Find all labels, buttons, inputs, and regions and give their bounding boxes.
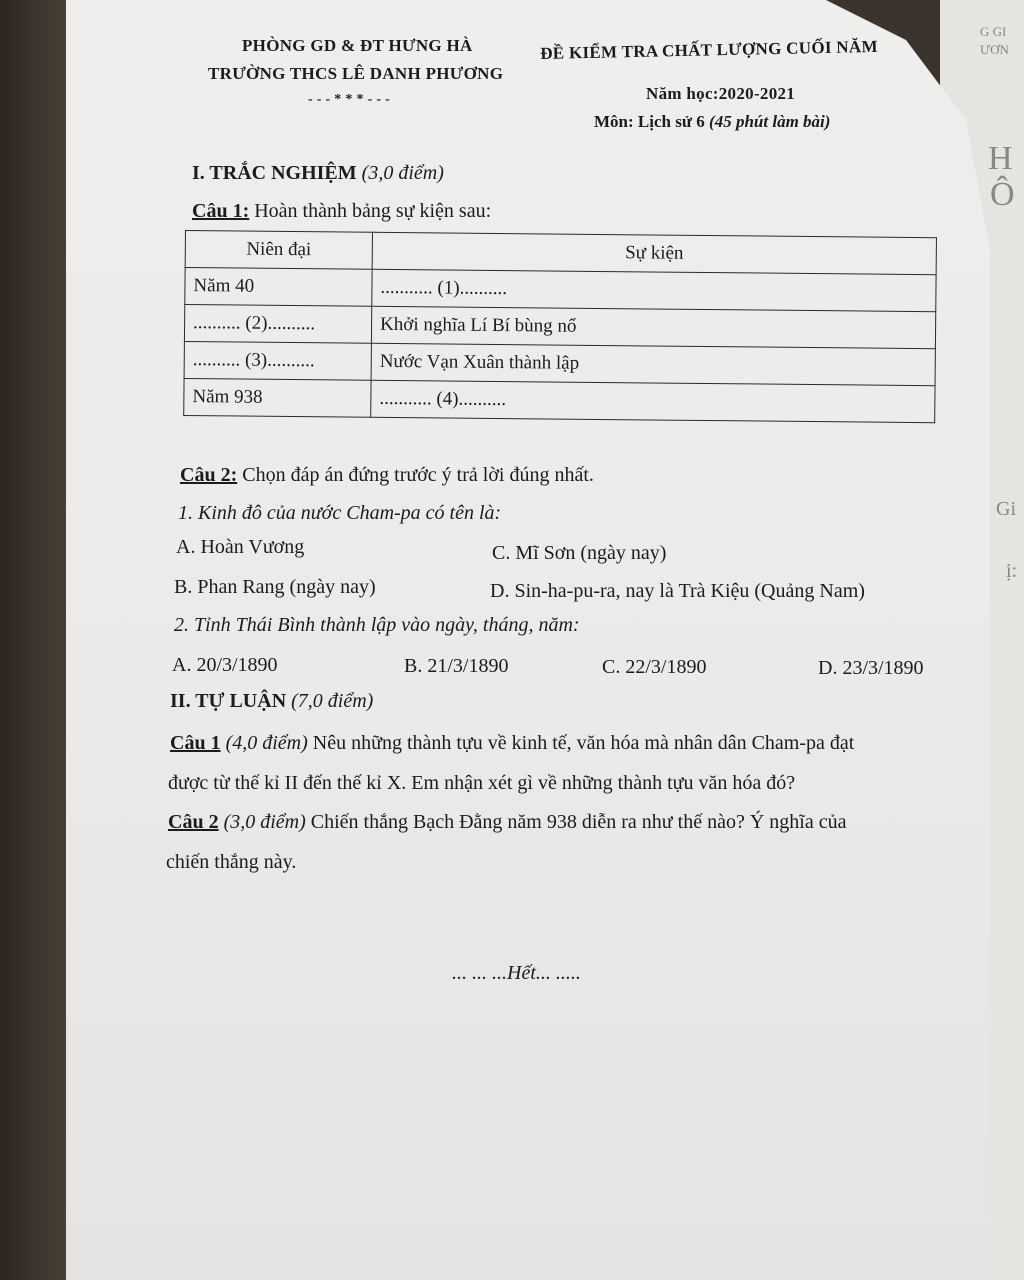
part2-points: (7,0 điểm) bbox=[291, 690, 374, 712]
table-cell: .......... (2).......... bbox=[184, 305, 371, 344]
q2-sub1-option-a: A. Hoàn Vương bbox=[176, 536, 305, 558]
essay-q1-text2: được từ thế kỉ II đến thế kỉ X. Em nhận xét gì về những thành tựu văn hóa đó? bbox=[168, 772, 796, 794]
essay-q2-points: (3,0 điểm) bbox=[223, 811, 306, 833]
essay-q1-text1: Nêu những thành tựu về kinh tế, văn hóa mà nhân dân Cham-pa đạt bbox=[312, 732, 855, 754]
essay-q2-line1 bbox=[168, 811, 846, 834]
essay-q2-text2: chiến thắng này. bbox=[166, 851, 297, 873]
q2-sub2-option-c: C. 22/3/1890 bbox=[602, 656, 707, 678]
q2-sub1-option-d: D. Sin-ha-pu-ra, nay là Trà Kiệu (Quảng Nam) bbox=[490, 580, 865, 602]
subject-line bbox=[594, 112, 830, 132]
subject-name: Môn: Lịch sử 6 bbox=[594, 112, 705, 131]
q2-sub1-option-b: B. Phan Rang (ngày nay) bbox=[174, 576, 376, 598]
under-text-6: ị: bbox=[1006, 560, 1018, 582]
header-divider-stars: - - - * * * - - - bbox=[308, 92, 391, 107]
q2-text: Chọn đáp án đứng trước ý trả lời đúng nhất. bbox=[242, 464, 594, 486]
q2-sub2-option-a: A. 20/3/1890 bbox=[172, 654, 278, 676]
q2-sub2-question: 2. Tỉnh Thái Bình thành lập vào ngày, tháng, năm: bbox=[174, 614, 580, 636]
department-name: PHÒNG GD & ĐT HƯNG HÀ bbox=[242, 36, 473, 55]
q2-label: Câu 2: bbox=[180, 464, 238, 486]
part2-title: II. TỰ LUẬN bbox=[170, 690, 287, 712]
under-text-1: G GI bbox=[980, 24, 1007, 39]
q1-line bbox=[192, 200, 491, 223]
q1-label: Câu 1: bbox=[192, 200, 250, 222]
under-text-2: ƯƠN bbox=[980, 42, 1009, 57]
column-header-event: Sự kiện bbox=[372, 232, 936, 274]
essay-q1-line1 bbox=[170, 732, 854, 755]
under-text-3: H bbox=[988, 140, 1013, 177]
part1-heading bbox=[192, 162, 444, 185]
part1-points: (3,0 điểm) bbox=[361, 162, 444, 184]
part1-title: I. TRẮC NGHIỆM bbox=[192, 162, 357, 184]
essay-q1-label: Câu 1 bbox=[170, 732, 221, 754]
q1-text: Hoàn thành bảng sự kiện sau: bbox=[254, 200, 492, 222]
q2-sub1-option-c: C. Mĩ Sơn (ngày nay) bbox=[492, 542, 667, 564]
q2-sub2-option-b: B. 21/3/1890 bbox=[404, 655, 509, 677]
table-cell: Khởi nghĩa Lí Bí bùng nổ bbox=[371, 306, 935, 348]
table-cell: Năm 40 bbox=[185, 268, 372, 307]
column-header-date: Niên đại bbox=[185, 231, 372, 270]
exam-title: ĐỀ KIỂM TRA CHẤT LƯỢNG CUỐI NĂM bbox=[540, 36, 879, 63]
table-cell: Năm 938 bbox=[184, 378, 371, 417]
desk-background-left bbox=[0, 0, 70, 1280]
essay-q1-points: (4,0 điểm) bbox=[225, 732, 308, 754]
school-name: TRƯỜNG THCS LÊ DANH PHƯƠNG bbox=[208, 64, 504, 83]
essay-q2-text1: Chiến thắng Bạch Đằng năm 938 diễn ra như thế nào? Ý nghĩa của bbox=[310, 811, 847, 833]
table-cell: .......... (3).......... bbox=[184, 341, 371, 380]
end-marker: ... ... ...Hết... ..... bbox=[452, 962, 581, 984]
exam-paper bbox=[66, 0, 990, 1280]
under-text-4: Ô bbox=[990, 176, 1015, 213]
essay-q2-label: Câu 2 bbox=[168, 811, 219, 833]
table-cell: ........... (1).......... bbox=[372, 269, 936, 311]
q2-sub2-option-d: D. 23/3/1890 bbox=[818, 657, 924, 679]
event-table bbox=[183, 230, 937, 423]
q2-line bbox=[180, 464, 594, 487]
q2-sub1-question: 1. Kinh đô của nước Cham-pa có tên là: bbox=[178, 502, 502, 524]
under-text-5: Gi bbox=[996, 498, 1016, 520]
school-year: Năm học:2020-2021 bbox=[646, 84, 796, 103]
exam-duration: (45 phút làm bài) bbox=[709, 112, 831, 131]
table-row bbox=[184, 378, 935, 422]
table-cell: ........... (4).......... bbox=[371, 380, 935, 422]
part2-heading bbox=[170, 690, 373, 713]
table-cell: Nước Vạn Xuân thành lập bbox=[371, 343, 935, 385]
